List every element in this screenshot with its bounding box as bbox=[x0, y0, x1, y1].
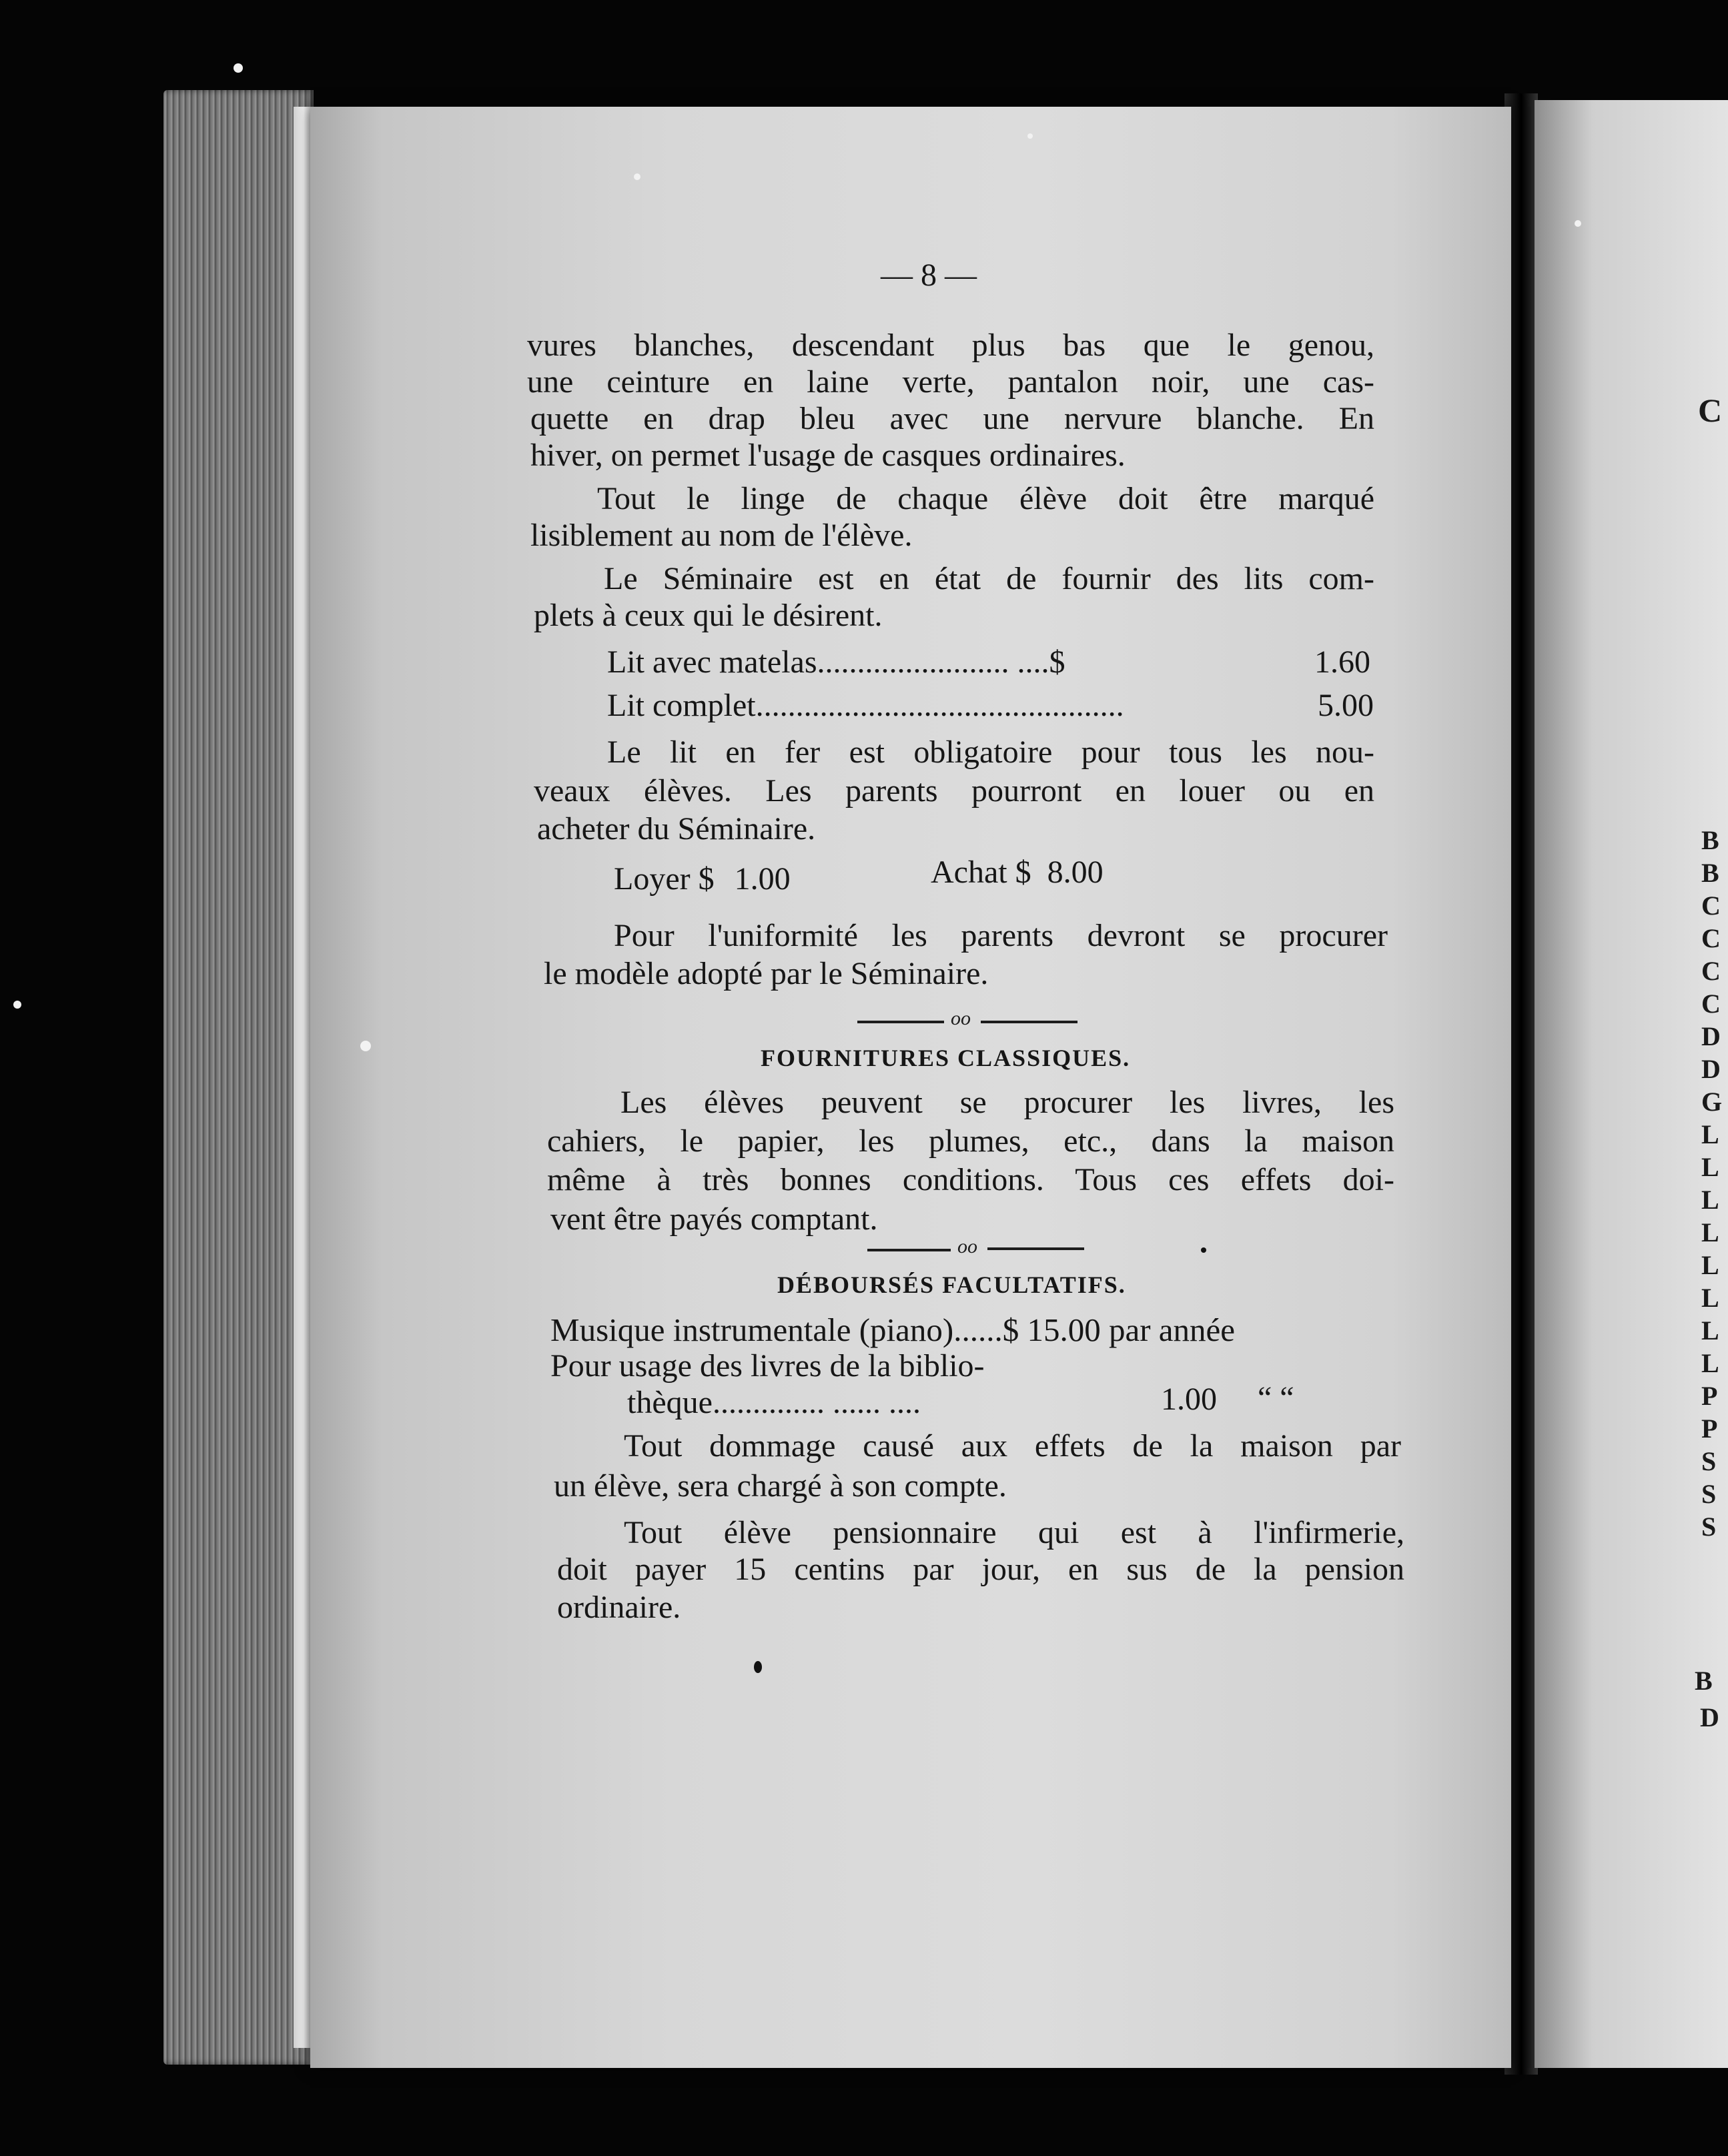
rent-label: Loyer $ bbox=[614, 861, 715, 897]
facing-page-letter: C bbox=[1701, 923, 1721, 953]
text-line: Pour usage des livres de la biblio- bbox=[550, 1348, 985, 1384]
text-line: Les élèves peuvent se procurer les livres, les bbox=[620, 1085, 1394, 1120]
text-line: cahiers, le papier, les plumes, etc., dans la maison bbox=[547, 1123, 1394, 1159]
ditto-marks: “ “ bbox=[1258, 1380, 1294, 1416]
facing-page-letter: L bbox=[1701, 1152, 1719, 1182]
facing-page-letter: L bbox=[1701, 1217, 1719, 1247]
text-line: une ceinture en laine verte, pantalon noir, une cas- bbox=[527, 364, 1374, 400]
rent-value: 1.00 bbox=[734, 861, 791, 897]
price-leader-dots: ........................ ....$ bbox=[817, 644, 1065, 680]
facing-page-letter: G bbox=[1701, 1087, 1723, 1117]
text-line: veaux élèves. Les parents pourront en louer ou en bbox=[534, 773, 1374, 808]
facing-page-letter: L bbox=[1701, 1315, 1719, 1345]
film-speck bbox=[1575, 220, 1581, 227]
text-line: lisiblement au nom de l'élève. bbox=[530, 518, 913, 553]
separator-rule bbox=[857, 1021, 944, 1023]
text-line: quette en drap bleu avec une nervure blanche. En bbox=[530, 401, 1374, 436]
price-leader-dots: .............................................. bbox=[755, 688, 1124, 723]
buy-value: 8.00 bbox=[1047, 855, 1104, 890]
facing-page-letter: B bbox=[1701, 858, 1719, 888]
text-line: Le Séminaire est en état de fournir des lits com- bbox=[604, 561, 1374, 596]
text-line: vures blanches, descendant plus bas que le genou, bbox=[527, 328, 1374, 363]
section-heading: DÉBOURSÉS FACULTATIFS. bbox=[777, 1271, 1126, 1298]
library-fee-value: 1.00 bbox=[1161, 1382, 1217, 1417]
price-value: 1.60 bbox=[1314, 644, 1370, 680]
facing-page-letter: B bbox=[1701, 825, 1719, 855]
separator-mark: oo bbox=[957, 1235, 977, 1257]
ink-speck bbox=[1201, 1247, 1206, 1253]
text-line: hiver, on permet l'usage de casques ordinaires. bbox=[530, 438, 1126, 473]
facing-page-letter: L bbox=[1701, 1119, 1719, 1149]
library-fee-label: thèque.............. ...... .... bbox=[627, 1385, 921, 1420]
text-line: vent être payés comptant. bbox=[550, 1201, 878, 1237]
facing-page-letter: S bbox=[1701, 1479, 1717, 1509]
page-number: — 8 — bbox=[881, 257, 977, 293]
facing-page-letter: L bbox=[1701, 1185, 1719, 1215]
ink-speck bbox=[754, 1661, 762, 1673]
buy-label: Achat $ bbox=[931, 855, 1031, 890]
rent-price bbox=[614, 861, 791, 897]
film-speck bbox=[13, 1001, 21, 1009]
text-line: le modèle adopté par le Séminaire. bbox=[544, 956, 989, 991]
text-line: doit payer 15 centins par jour, en sus de la pension bbox=[557, 1552, 1404, 1587]
facing-page-letter: C bbox=[1701, 956, 1721, 986]
facing-page-letter: C bbox=[1698, 392, 1723, 429]
facing-page-letter: S bbox=[1701, 1446, 1717, 1476]
facing-page-letter: L bbox=[1701, 1348, 1719, 1378]
film-speck bbox=[634, 173, 640, 180]
text-line: un élève, sera chargé à son compte. bbox=[554, 1468, 1007, 1504]
facing-page-letter: L bbox=[1701, 1283, 1719, 1313]
facing-page-letter: C bbox=[1701, 891, 1721, 921]
price-value: 5.00 bbox=[1318, 688, 1374, 723]
facing-page-letter: P bbox=[1701, 1414, 1718, 1444]
text-line: Pour l'uniformité les parents devront se procurer bbox=[614, 918, 1388, 953]
separator-rule bbox=[981, 1021, 1077, 1023]
price-item-label: Lit avec matelas bbox=[607, 644, 817, 680]
price-label bbox=[607, 644, 1065, 680]
facing-page-letter: L bbox=[1701, 1250, 1719, 1280]
price-item-label: Lit complet bbox=[607, 688, 756, 723]
text-line: Tout le linge de chaque élève doit être marqué bbox=[597, 481, 1374, 516]
film-speck bbox=[1027, 133, 1033, 139]
film-speck bbox=[234, 63, 243, 73]
section-heading: FOURNITURES CLASSIQUES. bbox=[761, 1045, 1131, 1071]
text-line: ordinaire. bbox=[557, 1590, 681, 1625]
music-fee-line: Musique instrumentale (piano)......$ 15.00 par année bbox=[550, 1311, 1236, 1348]
book-page-edges bbox=[163, 90, 314, 2065]
facing-page-letter: C bbox=[1701, 989, 1721, 1019]
text-line: Le lit en fer est obligatoire pour tous les nou- bbox=[607, 734, 1374, 770]
separator-rule bbox=[867, 1249, 951, 1251]
text-line: Tout dommage causé aux effets de la maison par bbox=[624, 1428, 1401, 1464]
text-line: Tout élève pensionnaire qui est à l'infirmerie, bbox=[624, 1515, 1404, 1550]
text-line: acheter du Séminaire. bbox=[537, 811, 816, 847]
price-label bbox=[607, 687, 1124, 724]
facing-page-letter: P bbox=[1701, 1381, 1718, 1411]
facing-page-letter: S bbox=[1701, 1512, 1717, 1542]
buy-price bbox=[931, 854, 1104, 891]
text-line: plets à ceux qui le désirent. bbox=[534, 598, 883, 633]
facing-page-letter: D bbox=[1701, 1021, 1721, 1051]
separator-mark: oo bbox=[951, 1007, 971, 1029]
facing-page-letter: B bbox=[1695, 1666, 1713, 1696]
film-speck bbox=[360, 1041, 371, 1051]
facing-page-letter: D bbox=[1701, 1054, 1721, 1084]
facing-page-letter: D bbox=[1700, 1702, 1719, 1732]
separator-rule bbox=[987, 1247, 1084, 1250]
text-line: même à très bonnes conditions. Tous ces effets doi- bbox=[547, 1162, 1394, 1197]
